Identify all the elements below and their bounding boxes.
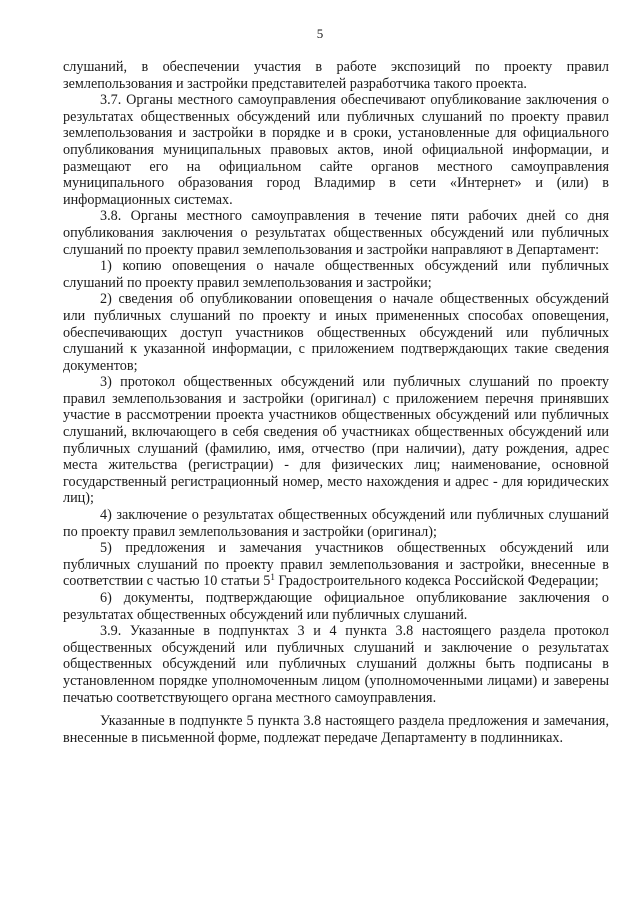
page-number: 5 bbox=[316, 26, 324, 41]
list-item-3-8-5-text-end: Градостроительного кодекса Российской Федерации; bbox=[274, 573, 599, 590]
article-superscript: 1 bbox=[270, 572, 275, 583]
list-item-3-8-4: 4) заключение о результатах общественных обсуждений или публичных слушаний по проекту правил землепользования и застройки (оригинал); bbox=[63, 507, 609, 540]
paragraph-3-7: 3.7. Органы местного самоуправления обеспечивают опубликование заключения о результатах общественных обсуждений или публичных слушаний по проекту правил землепользования и застройки в порядке и в сроки, установленные для официального опубликования муниципальных правовых актов, иной официальной информации, и размещают его на официальном сайте органов местного самоуправления муниципального образования город Владимир в сети «Интернет» и (или) в информационных системах. bbox=[63, 92, 609, 208]
list-item-3-8-2: 2) сведения об опубликовании оповещения о начале общественных обсуждений или публичных слушаний по проекту и иных примененных способах оповещения, обеспечивающих доступ участников общественных обсуждений или публичных слушаний к указанной информации, с приложением подтверждающих такие сведения документов; bbox=[63, 291, 609, 374]
paragraph-continuation: слушаний, в обеспечении участия в работе экспозиций по проекту правил землепользования и застройки представителей разработчика такого проекта. bbox=[63, 59, 609, 92]
list-item-3-8-6: 6) документы, подтверждающие официальное опубликование заключения о результатах общественных обсуждений или публичных слушаний. bbox=[63, 590, 609, 623]
document-body bbox=[63, 59, 609, 746]
paragraph-3-8: 3.8. Органы местного самоуправления в течение пяти рабочих дней со дня опубликования заключения о результатах общественных обсуждений или публичных слушаний по проекту правил землепользования и застройки направляют в Департамент: bbox=[63, 208, 609, 258]
list-item-3-8-3: 3) протокол общественных обсуждений или публичных слушаний по проекту правил землепользования и застройки (оригинал) с приложением перечня принявших участие в рассмотрении проекта участников общественных обсуждений или публичных слушаний, включающего в себя сведения об участниках общественных обсуждений или публичных слушаний (фамилию, имя, отчество (при наличии), дату рождения, адрес места жительства (регистрации) - для физических лиц; наименование, основной государственный регистрационный номер, место нахождения и адрес - для юридических лиц); bbox=[63, 374, 609, 507]
paragraph-3-9-note: Указанные в подпункте 5 пункта 3.8 настоящего раздела предложения и замечания, внесенные в письменной форме, подлежат передаче Департаменту в подлинниках. bbox=[63, 713, 609, 746]
list-item-3-8-5 bbox=[63, 540, 609, 590]
list-item-3-8-5-text: 5) предложения и замечания участников общественных обсуждений или публичных слушаний по проекту правил землепользования и застройки, внесенные в соответствии с частью 10 статьи 5 bbox=[63, 540, 609, 590]
paragraph-3-9: 3.9. Указанные в подпунктах 3 и 4 пункта 3.8 настоящего раздела протокол общественных обсуждений или публичных слушаний и заключение о результатах общественных обсуждений или публичных слушаний должны быть подписаны в установленном порядке уполномоченным лицом (уполномоченными лицами) и заверены печатью соответствующего органа местного самоуправления. bbox=[63, 623, 609, 706]
list-item-3-8-1: 1) копию оповещения о начале общественных обсуждений или публичных слушаний по проекту правил землепользования и застройки; bbox=[63, 258, 609, 291]
